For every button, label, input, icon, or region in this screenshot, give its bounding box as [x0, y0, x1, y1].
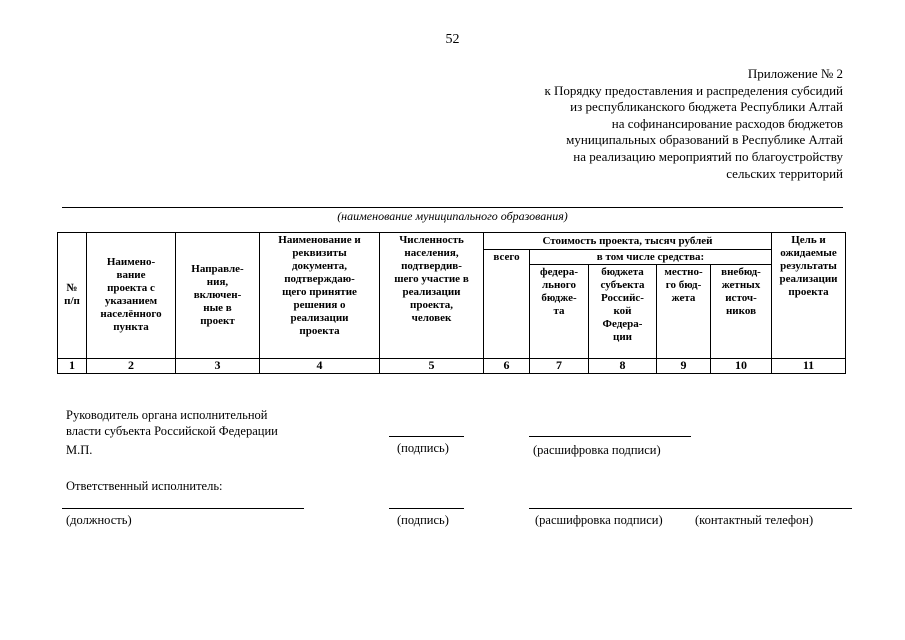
appendix-line: муниципальных образований в Республике Алтай	[566, 132, 843, 148]
header-including: в том числе средства:	[530, 250, 772, 265]
header-extrabudgetary: внебюд- жетных источ- ников	[711, 265, 772, 359]
project-table	[57, 232, 846, 374]
executor-decoding-line	[529, 508, 852, 509]
column-number: 7	[530, 358, 589, 373]
stamp-placeholder: М.П.	[66, 443, 93, 457]
head-decoding-line	[529, 436, 691, 437]
column-number: 2	[87, 358, 176, 373]
column-number: 11	[772, 358, 846, 373]
appendix-heading	[443, 66, 843, 182]
executor-signature-line	[389, 508, 464, 509]
header-project-name: Наимено- вание проекта с указанием населённого пункта	[87, 233, 176, 359]
column-number: 10	[711, 358, 772, 373]
appendix-line: на реализацию мероприятий по благоустройству	[573, 148, 843, 164]
municipality-underline	[62, 207, 843, 208]
header-local-budget: местно- го бюд- жета	[657, 265, 711, 359]
column-number: 1	[58, 358, 87, 373]
header-cost: Стоимость проекта, тысяч рублей	[484, 233, 772, 250]
position-label: (должность)	[66, 513, 132, 527]
head-title-line2: власти субъекта Российской Федерации	[66, 424, 278, 438]
header-subject-budget: бюджета субъекта Российс- кой Федера- ции	[589, 265, 657, 359]
appendix-line: Приложение № 2	[747, 66, 843, 81]
executor-signature-label: (подпись)	[397, 513, 449, 527]
column-number: 3	[176, 358, 260, 373]
header-document: Наименование и реквизиты документа, подтверждаю- щего принятие решения о реализации проекта	[260, 233, 380, 359]
executor-decoding-label: (расшифровка подписи)	[535, 513, 663, 527]
header-total: всего	[484, 250, 530, 359]
column-number: 4	[260, 358, 380, 373]
column-number: 8	[589, 358, 657, 373]
head-signature-label: (подпись)	[397, 441, 449, 455]
head-decoding-label: (расшифровка подписи)	[533, 443, 661, 457]
column-number: 6	[484, 358, 530, 373]
head-title-line1: Руководитель органа исполнительной	[66, 408, 268, 422]
contact-phone-label: (контактный телефон)	[695, 513, 814, 527]
header-goal: Цель и ожидаемые результаты реализации проекта	[772, 233, 846, 359]
header-population: Численность населения, подтвердив- шего участие в реализации проекта, человек	[380, 233, 484, 359]
head-signature-line	[389, 436, 464, 437]
appendix-line: к Порядку предоставления и распределения субсидий	[544, 82, 843, 98]
column-number: 5	[380, 358, 484, 373]
executor-label: Ответственный исполнитель:	[66, 479, 223, 493]
column-number: 9	[657, 358, 711, 373]
position-line	[62, 508, 304, 509]
page-number: 52	[445, 32, 460, 47]
appendix-line: на софинансирование расходов бюджетов	[611, 115, 843, 131]
appendix-line: сельских территорий	[726, 165, 843, 181]
header-federal: федера- льного бюдже- та	[530, 265, 589, 359]
appendix-line: из республиканского бюджета Республики Алтай	[570, 99, 843, 115]
municipality-caption: (наименование муниципального образования)	[337, 209, 568, 223]
header-number: № п/п	[58, 233, 87, 359]
header-directions: Направле- ния, включен- ные в проект	[176, 233, 260, 359]
